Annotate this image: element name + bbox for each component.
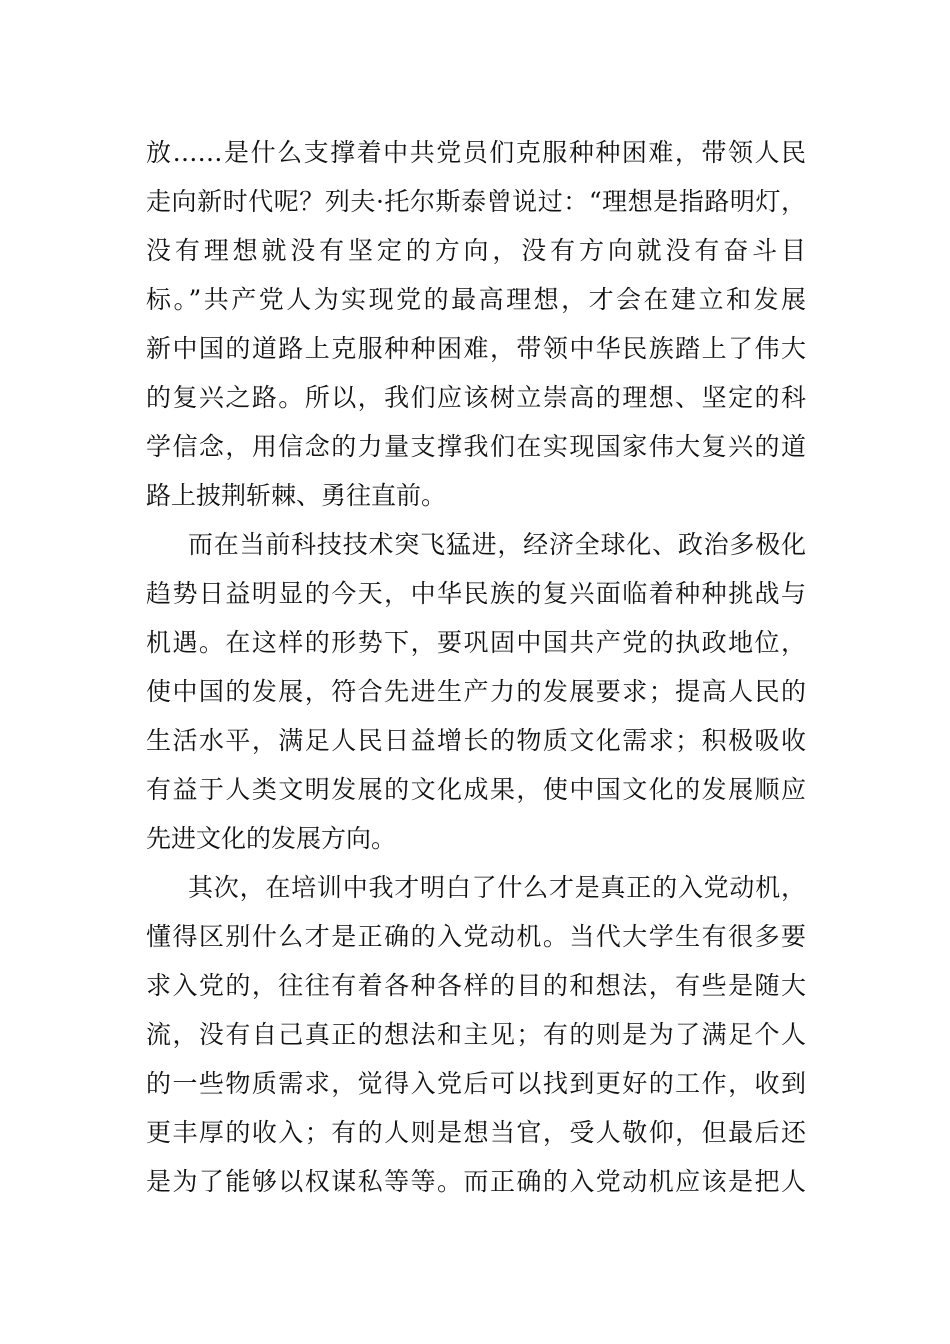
text-line: 趋势日益明显的今天，中华民族的复兴面临着种种挑战与 [146,579,806,608]
body-text [146,128,806,1206]
text-line: 求入党的，往往有着各种各样的目的和想法，有些是随大 [146,971,806,1000]
paragraph-first-line: 而在当前科技技术突飞猛进，经济全球化、政治多极化 [188,530,806,559]
text-line: 是为了能够以权谋私等等。而正确的入党动机应该是把人 [146,1167,806,1196]
text-line: 走向新时代呢？列夫·托尔斯泰曾说过：“理想是指路明灯， [146,187,806,216]
text-line: 更丰厚的收入；有的人则是想当官，受人敬仰，但最后还 [146,1118,806,1147]
text-line: 学信念，用信念的力量支撑我们在实现国家伟大复兴的道 [146,432,806,461]
text-line: 懂得区别什么才是正确的入党动机。当代大学生有很多要 [146,922,806,951]
text-line: 标。”共产党人为实现党的最高理想，才会在建立和发展 [146,285,806,314]
text-line: 有益于人类文明发展的文化成果，使中国文化的发展顺应 [146,775,806,804]
text-line: 机遇。在这样的形势下，要巩固中国共产党的执政地位， [146,628,806,657]
text-line: 流，没有自己真正的想法和主见；有的则是为了满足个人 [146,1020,806,1049]
text-line: 生活水平，满足人民日益增长的物质文化需求；积极吸收 [146,726,806,755]
text-line: 新中国的道路上克服种种困难，带领中华民族踏上了伟大 [146,334,806,363]
text-line: 没有理想就没有坚定的方向，没有方向就没有奋斗目 [146,236,806,265]
text-line: 路上披荆斩棘、勇往直前。 [146,481,447,510]
text-line: 放……是什么支撑着中共党员们克服种种困难，带领人民 [146,138,806,167]
text-line: 的复兴之路。所以，我们应该树立崇高的理想、坚定的科 [146,383,806,412]
text-line: 使中国的发展，符合先进生产力的发展要求；提高人民的 [146,677,806,706]
text-line: 的一些物质需求，觉得入党后可以找到更好的工作，收到 [146,1069,806,1098]
text-line: 先进文化的发展方向。 [146,824,397,853]
paragraph-first-line: 其次，在培训中我才明白了什么才是真正的入党动机， [188,873,806,902]
